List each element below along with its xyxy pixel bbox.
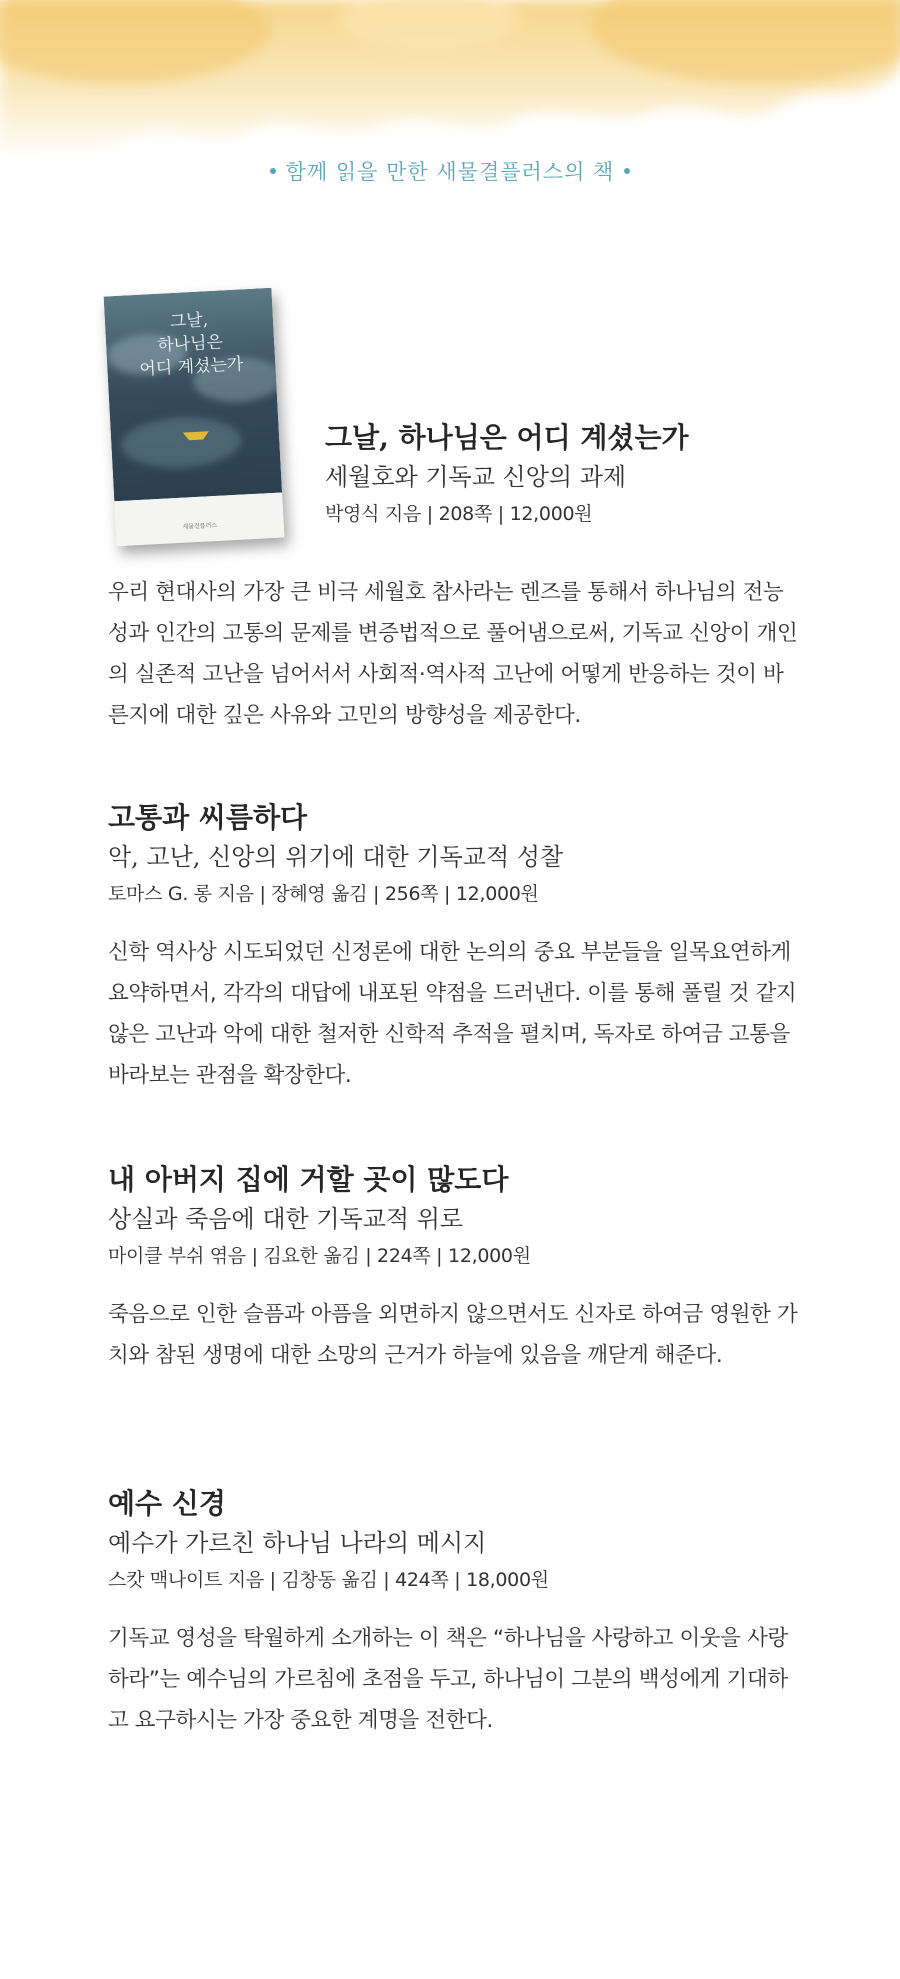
book-info-1 [325,418,689,532]
book-info-4 [108,1484,549,1598]
cover-title-line: 어디 계셨는가 [138,354,244,380]
book-description: 우리 현대사의 가장 큰 비극 세월호 참사라는 렌즈를 통해서 하나님의 전능성과 인간의 고통의 문제를 변증법적으로 풀어냄으로써, 기독교 신앙이 개인의 실존적 고난을 넘어서서 사회적·역사적 고난에 어떻게 반응하는 것이 바른지에 대한 깊은 사유와 고민의 방향성을 제공한다. [108,580,798,728]
book-info-2 [108,798,563,912]
book-description: 기독교 영성을 탁월하게 소개하는 이 책은 “하나님을 사랑하고 이웃을 사랑하라”는 예수님의 가르침에 초점을 두고, 하나님이 그분의 백성에게 기대하고 요구하시는 가장 중요한 계명을 전한다. [108,1626,788,1733]
book-meta: 박영식 지음 | 208쪽 | 12,000원 [325,503,593,525]
book-description: 신학 역사상 시도되었던 신정론에 대한 논의의 중요 부분들을 일목요연하게 요약하면서, 각각의 대답에 내포된 약점을 드러낸다. 이를 통해 풀릴 것 같지 않은 고난과 악에 대한 철저한 신학적 추적을 펼치며, 독자로 하여금 고통을 바라보는 관점을 확장한다. [108,940,797,1088]
book-subtitle: 세월호와 기독교 신앙의 과제 [325,463,627,491]
book-subtitle: 상실과 죽음에 대한 기독교적 위로 [108,1205,464,1233]
cover-title [105,306,276,384]
svg-text:새물결플러스: 새물결플러스 [182,521,218,531]
book-subtitle: 악, 고난, 신앙의 위기에 대한 기독교적 성찰 [108,843,564,871]
section-heading [0,156,900,186]
book-meta: 마이클 부쉬 엮음 | 김요한 옮김 | 224쪽 | 12,000원 [108,1245,531,1267]
book-cover-image [104,288,285,546]
section-heading-text: 함께 읽을 만한 새물결플러스의 책 [285,160,615,184]
book-title: 내 아버지 집에 거할 곳이 많도다 [108,1163,509,1196]
book-subtitle: 예수가 가르친 하나님 나라의 메시지 [108,1529,487,1557]
cover-title-line: 그날, [169,310,209,333]
bullet-dot [270,168,276,174]
book-info-3 [108,1160,531,1274]
cover-title-line: 하나님은 [156,332,224,356]
book-meta: 스캇 맥나이트 지음 | 김창동 옮김 | 424쪽 | 18,000원 [108,1569,549,1591]
book-title: 고통과 씨름하다 [108,801,308,834]
book-title: 그날, 하나님은 어디 계셨는가 [325,421,689,454]
book-title: 예수 신경 [108,1487,226,1520]
bullet-dot [624,168,630,174]
book-description: 죽음으로 인한 슬픔과 아픔을 외면하지 않으면서도 신자로 하여금 영원한 가치와 참된 생명에 대한 소망의 근거가 하늘에 있음을 깨닫게 해준다. [108,1302,798,1368]
book-meta: 토마스 G. 롱 지음 | 장혜영 옮김 | 256쪽 | 12,000원 [108,883,539,905]
